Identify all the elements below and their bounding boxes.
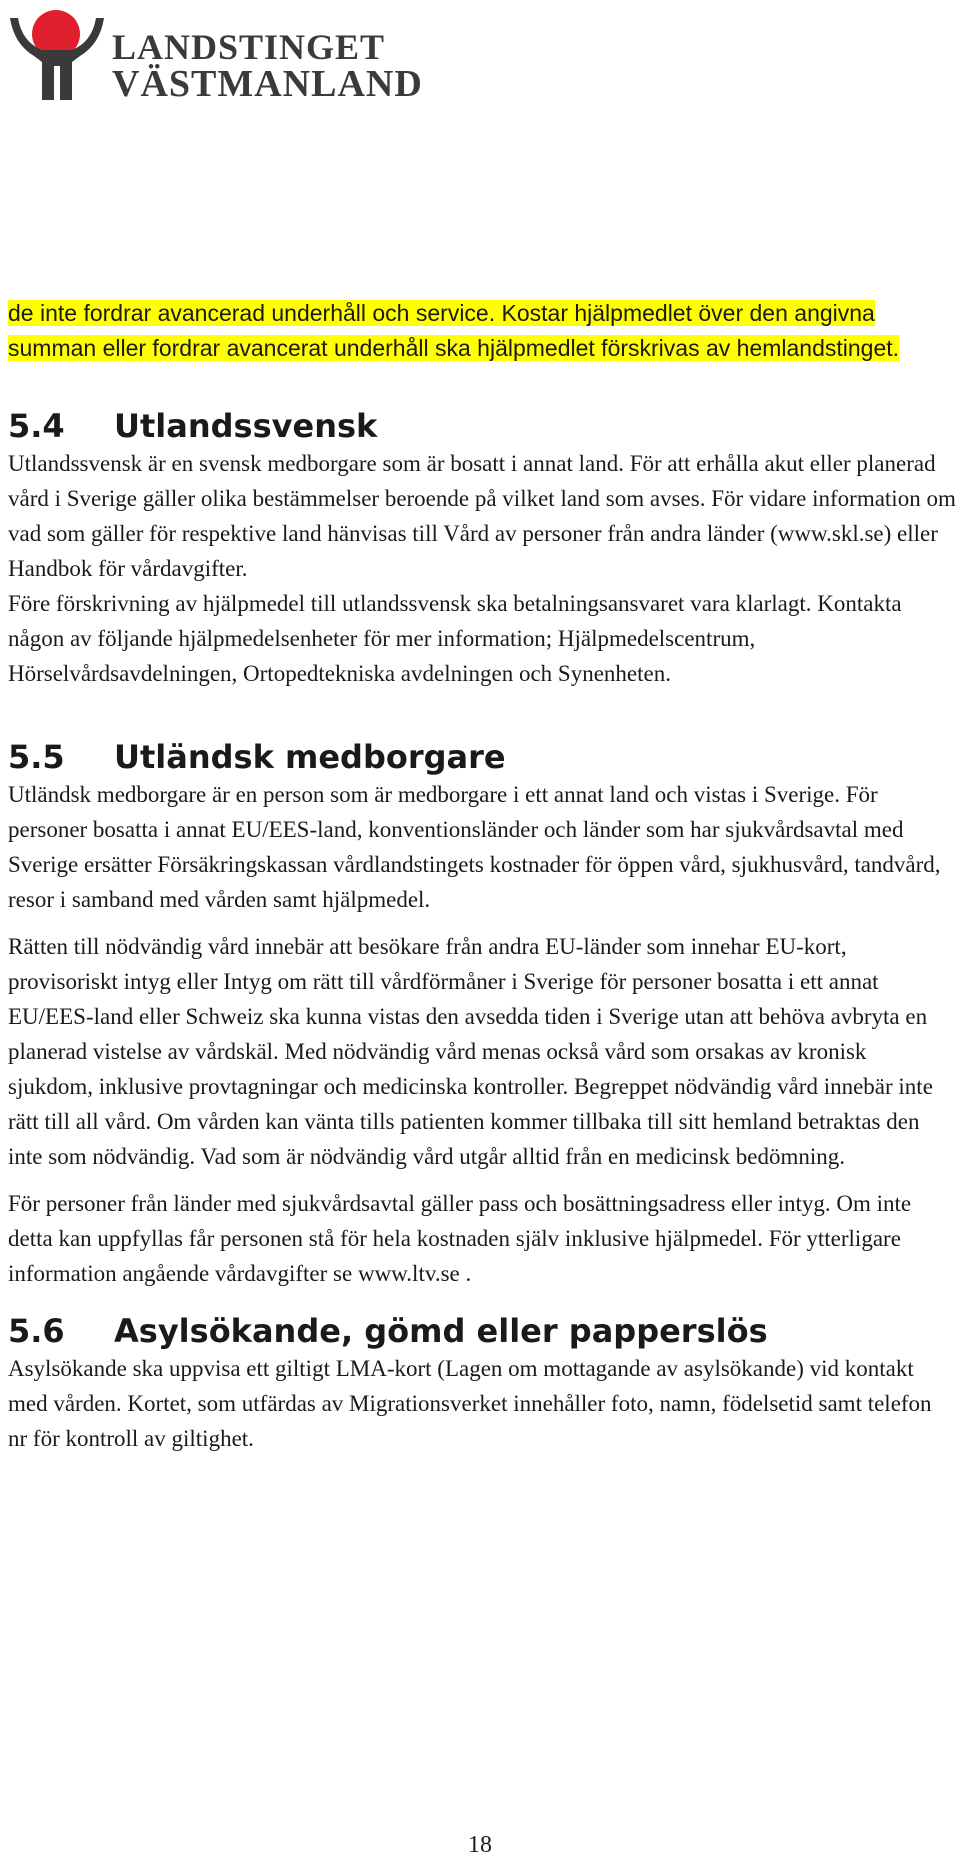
logo-text-line-2: VÄSTMANLAND <box>112 63 423 105</box>
section-title: Asylsökande, gömd eller papperslös <box>114 1312 768 1350</box>
paragraph: För personer från länder med sjukvårdsavtal gäller pass och bosättningsadress eller intyg. Om inte detta kan uppfyllas får personen stå för hela kostnaden själv inklusive hjälpmedel. För ytterligare information angående vårdavgifter se www.ltv.se . <box>8 1191 912 1286</box>
section-title: Utländsk medborgare <box>114 738 506 776</box>
highlighted-text: de inte fordrar avancerad underhåll och service. Kostar hjälpmedlet över den angivna summan eller fordrar avancerat underhåll ska hjälpmedlet förskrivas av hemlandstinget. <box>8 300 900 361</box>
section-title: Utlandssvensk <box>114 407 378 445</box>
document-body <box>8 296 956 1456</box>
section-heading-5-4 <box>8 406 956 446</box>
paragraph: Före förskrivning av hjälpmedel till utlandssvensk ska betalningsansvaret vara klarlagt. Kontakta någon av följande hjälpmedelsenheter för mer information; Hjälpmedelscentrum, Hörselvårdsavdelningen, Ortopedtekniska avdelningen och Synenheten. <box>8 591 902 686</box>
paragraph: Utlandssvensk är en svensk medborgare som är bosatt i annat land. För att erhålla akut eller planerad vård i Sverige gäller olika bestämmelser beroende på vilket land som avses. För vidare information om vad som gäller för respektive land hänvisas till Vård av personer från andra länder (www.skl.se) eller Handbok för vårdavgifter. <box>8 451 956 581</box>
intro-paragraph <box>8 296 956 366</box>
section-heading-5-6 <box>8 1311 956 1351</box>
section-heading-5-5 <box>8 737 956 777</box>
section-number: 5.5 <box>8 738 65 776</box>
section-number: 5.4 <box>8 407 65 445</box>
paragraph: Rätten till nödvändig vård innebär att besökare från andra EU-länder som innehar EU-kort, provisoriskt intyg eller Intyg om rätt till vårdförmåner i Sverige för personer bosatta i ett annat EU/EES-land eller Schweiz ska kunna vistas den avsedda tiden i Sverige utan att behöva avbryta en planerad vistelse av vårdskäl. Med nödvändig vård menas också vård som orsakas av kronisk sjukdom, inklusive provtagningar och medicinska kontroller. Begreppet nödvändig vård innebär inte rätt till all vård. Om vården kan vänta tills patienten kommer tillbaka till sitt hemland betraktas den inte som nödvändig. Vad som är nödvändig vård utgår alltid från en medicinsk bedömning. <box>8 934 933 1169</box>
logo-text-line-1: LANDSTINGET <box>112 27 386 67</box>
paragraph: Asylsökande ska uppvisa ett giltigt LMA-kort (Lagen om mottagande av asylsökande) vid kontakt med vården. Kortet, som utfärdas av Migrationsverket innehåller foto, namn, födelsetid samt telefon nr för kontroll av giltighet. <box>8 1356 932 1451</box>
page-number: 18 <box>468 1832 492 1858</box>
section-number: 5.6 <box>8 1312 65 1350</box>
paragraph: Utländsk medborgare är en person som är medborgare i ett annat land och vistas i Sverige. För personer bosatta i annat EU/EES-land, konventionsländer och länder som har sjukvårdsavtal med Sverige ersätter Försäkringskassan vårdlandstingets kostnader för öppen vård, sjukhusvård, tandvård, resor i samband med vården samt hjälpmedel. <box>8 782 941 912</box>
logo-figure-icon <box>8 4 108 104</box>
landstinget-logo <box>8 4 423 105</box>
